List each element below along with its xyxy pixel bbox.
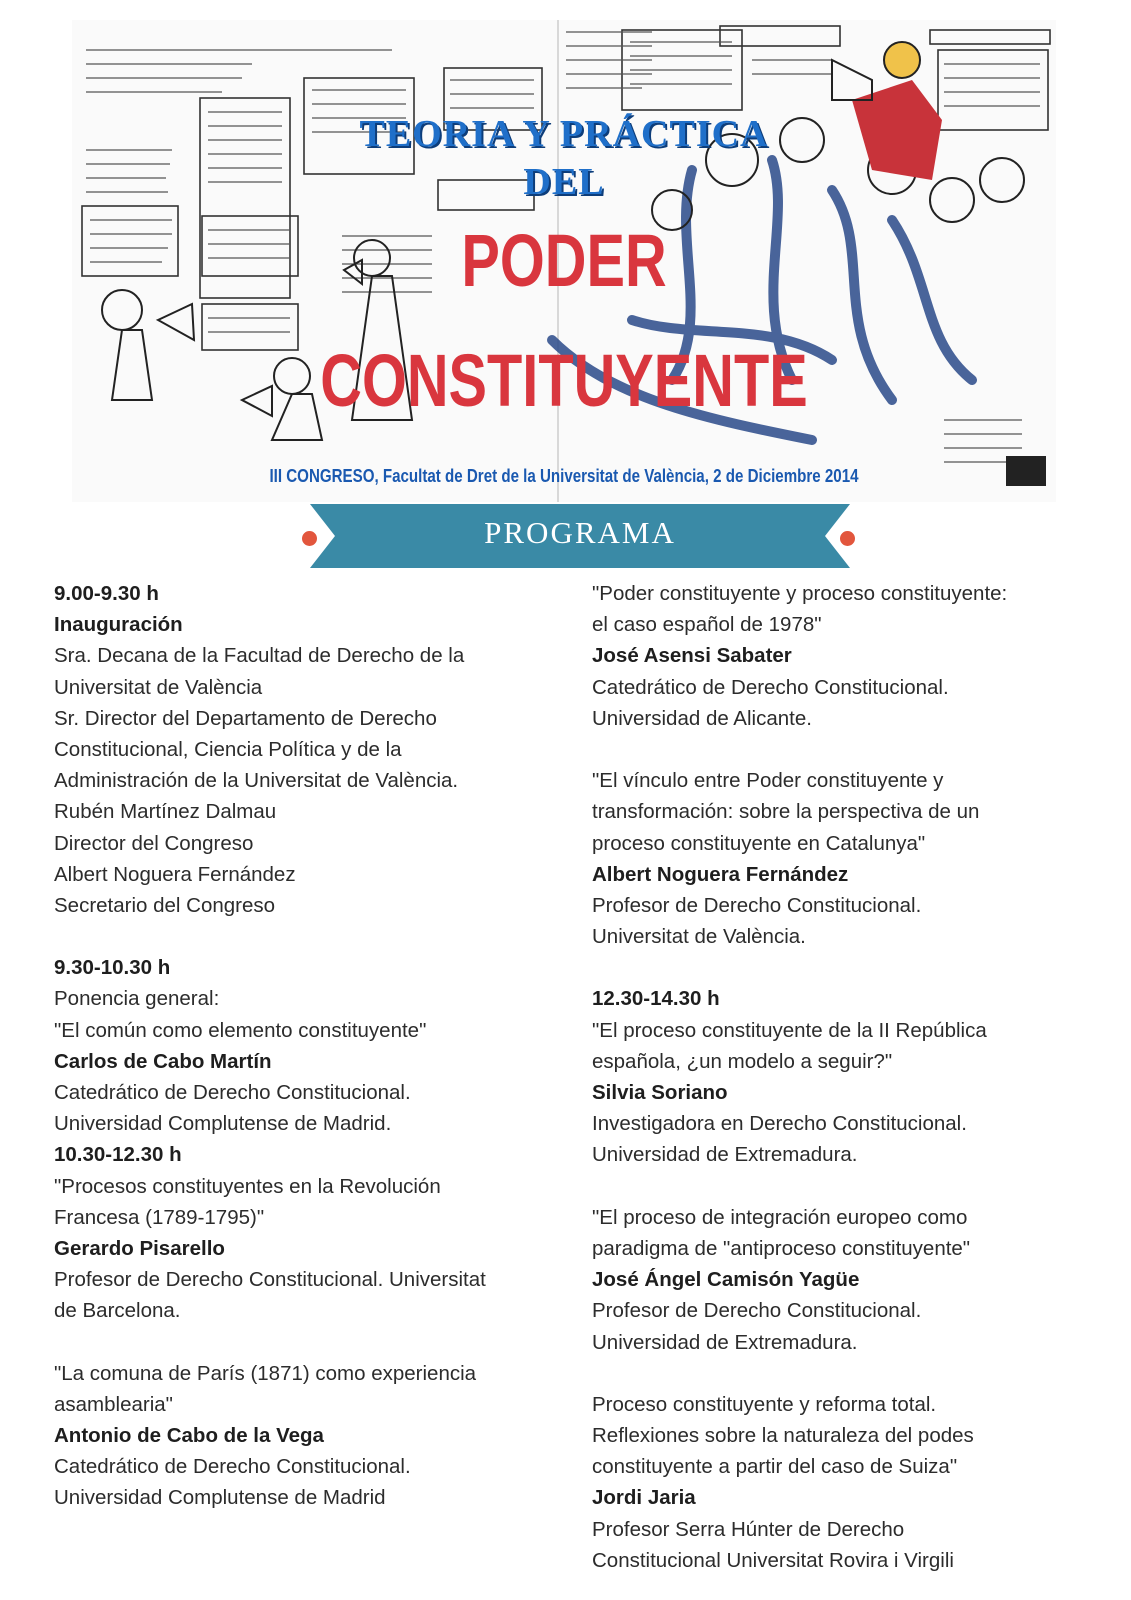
right-program-line-text: "Poder constituyente y proceso constituyente: bbox=[592, 582, 1008, 605]
left-program-line-text: Ponencia general: bbox=[54, 987, 220, 1011]
programa-ribbon bbox=[290, 502, 870, 570]
right-program-line-text: paradigma de "antiproceso constituyente" bbox=[592, 1236, 971, 1260]
title-line-2: DEL bbox=[523, 161, 605, 203]
right-program-line-text: Reflexiones sobre la naturaleza del podes bbox=[592, 1424, 974, 1448]
left-program-line-text: Albert Noguera Fernández bbox=[54, 862, 296, 886]
left-program-line-text: "La comuna de París (1871) como experiencia bbox=[54, 1361, 477, 1385]
right-program-line-heading: José Ángel Camisón Yagüe bbox=[592, 1268, 860, 1292]
right-program-line-text: Catedrático de Derecho Constitucional. bbox=[592, 675, 949, 699]
left-program-line-heading: Inauguración bbox=[54, 613, 183, 637]
right-program-line-text: Profesor de Derecho Constitucional. bbox=[592, 1299, 922, 1323]
left-program-line-text bbox=[54, 921, 574, 952]
left-program-line-heading: Antonio de Cabo de la Vega bbox=[54, 1424, 324, 1448]
right-program-line-heading: Albert Noguera Fernández bbox=[592, 862, 849, 886]
right-program-line-text: Profesor Serra Húnter de Derecho bbox=[592, 1517, 905, 1541]
right-program-line-text: el caso español de 1978" bbox=[592, 613, 822, 637]
left-program-line-text: Secretario del Congreso bbox=[54, 893, 276, 917]
right-program-line-text bbox=[592, 1171, 1092, 1202]
left-program-line-text: Sra. Decana de la Facultad de Derecho de la bbox=[54, 644, 465, 668]
left-program-line-text: Administración de la Universitat de València. bbox=[54, 769, 459, 793]
congress-subtitle: III CONGRESO, Facultat de Dret de la Universitat de València, 2 de Diciembre 2014 bbox=[269, 466, 859, 486]
title-line-1: TEORIA Y PRÁCTICA bbox=[359, 113, 769, 155]
left-program-line-text: Profesor de Derecho Constitucional. Universitat bbox=[54, 1268, 486, 1292]
left-program-line-heading: Gerardo Pisarello bbox=[54, 1236, 225, 1260]
left-program-line-heading: 10.30-12.30 h bbox=[54, 1143, 182, 1167]
right-program-line-heading: José Asensi Sabater bbox=[592, 644, 792, 668]
right-program-line-text: "El vínculo entre Poder constituyente y bbox=[592, 769, 944, 793]
right-program-line-text: Investigadora en Derecho Constitucional. bbox=[592, 1112, 967, 1136]
left-program-line-text: Universidad Complutense de Madrid bbox=[54, 1486, 386, 1510]
header-illustration bbox=[72, 20, 1056, 502]
program-left-column bbox=[54, 578, 574, 1514]
left-program-line-text bbox=[54, 1327, 574, 1358]
left-program-line-heading: 9.00-9.30 h bbox=[54, 582, 159, 605]
left-program-line-text: Catedrático de Derecho Constitucional. bbox=[54, 1455, 411, 1479]
right-program-line-text: "El proceso constituyente de la II República bbox=[592, 1018, 987, 1042]
right-program-line-text: Universitat de València. bbox=[592, 925, 806, 949]
title-constituyente: CONSTITUYENTE bbox=[320, 339, 808, 422]
ribbon-dot-right bbox=[840, 531, 855, 546]
right-program-line-text: Universidad de Extremadura. bbox=[592, 1330, 858, 1354]
left-program-line-text: "El común como elemento constituyente" bbox=[54, 1018, 427, 1042]
right-program-line-heading: Jordi Jaria bbox=[592, 1486, 696, 1510]
left-program-line-text: Universitat de València bbox=[54, 675, 263, 699]
right-program-line-text bbox=[592, 952, 1092, 983]
right-program-line-text: transformación: sobre la perspectiva de un bbox=[592, 800, 980, 824]
right-program-line-text: española, ¿un modelo a seguir?" bbox=[592, 1049, 893, 1073]
right-program-line-text: constituyente a partir del caso de Suiza" bbox=[592, 1455, 958, 1479]
left-program-line-text: "Procesos constituyentes en la Revolución bbox=[54, 1174, 441, 1198]
left-program-line-text: Catedrático de Derecho Constitucional. bbox=[54, 1081, 411, 1104]
right-program-line-heading: Silvia Soriano bbox=[592, 1081, 728, 1104]
right-program-line-text bbox=[592, 734, 1092, 765]
right-program-line-text: Constitucional Universitat Rovira i Virgili bbox=[592, 1548, 954, 1572]
left-program-line-text: Director del Congreso bbox=[54, 831, 254, 855]
left-program-line-text: Francesa (1789-1795)" bbox=[54, 1205, 265, 1229]
left-program-line-text: Rubén Martínez Dalmau bbox=[54, 800, 277, 824]
right-program-line-text bbox=[592, 1358, 1092, 1389]
ribbon-dot-left bbox=[302, 531, 317, 546]
right-program-line-text: "El proceso de integración europeo como bbox=[592, 1205, 968, 1229]
left-program-line-text: asamblearia" bbox=[54, 1392, 173, 1416]
left-program-line-text: Sr. Director del Departamento de Derecho bbox=[54, 706, 437, 730]
right-program-line-text: proceso constituyente en Catalunya" bbox=[592, 831, 926, 855]
left-program-line-text: Constitucional, Ciencia Política y de la bbox=[54, 737, 402, 761]
left-program-line-text: Universidad Complutense de Madrid. bbox=[54, 1112, 392, 1136]
program-right-column bbox=[592, 578, 1092, 1576]
right-program-line-text: Proceso constituyente y reforma total. bbox=[592, 1392, 937, 1416]
title-poder: PODER bbox=[461, 219, 667, 302]
right-program-line-text: Universidad de Alicante. bbox=[592, 706, 812, 730]
programa-label: PROGRAMA bbox=[484, 515, 676, 550]
right-program-line-text: Universidad de Extremadura. bbox=[592, 1143, 858, 1167]
right-program-line-heading: 12.30-14.30 h bbox=[592, 987, 720, 1011]
right-program-line-text: Profesor de Derecho Constitucional. bbox=[592, 893, 922, 917]
left-program-line-heading: Carlos de Cabo Martín bbox=[54, 1049, 272, 1073]
left-program-line-heading: 9.30-10.30 h bbox=[54, 956, 171, 980]
left-program-line-text: de Barcelona. bbox=[54, 1299, 181, 1323]
